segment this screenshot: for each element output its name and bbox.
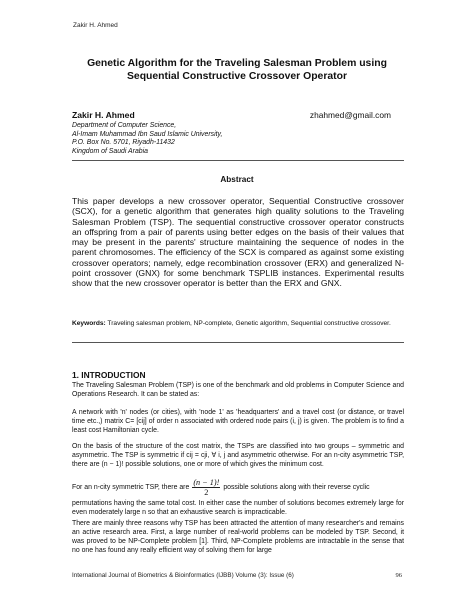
keywords-label: Keywords: <box>72 320 106 327</box>
abstract-text: This paper develops a new crossover operator, Sequential Constructive crossover (SCX), for a genetic algorithm that generates high quality solutions to the Traveling Salesman Problem (TSP). The sequential constructive crossover operator constructs an offspring from a pair of parents using better edges on the basis of their values that may be present in the parents' structure maintaining the sequence of nodes in the parent chromosomes. The efficiency of the SCX is compared as against some existing crossover operators; namely, edge recombination crossover (ERX) and generalized N-point crossover (GNX) for some benchmark TSPLIB instances. Experimental results show that the new crossover operator is better than the ERX and GNX. <box>72 196 404 289</box>
divider <box>72 160 404 161</box>
affiliation-line: Al-Imam Muhammad Ibn Saud Islamic University, <box>72 130 223 138</box>
paragraph: There are mainly three reasons why TSP has been attracted the attention of many researcher's and remains an active research area. First, a large number of real-world problems can be modeled by TSP. Second, it was proved to be NP-Complete problem [1]. Third, NP-Complete problems are intractable in the sense that no one has found any really efficient way of solving them for large <box>72 520 404 554</box>
page-number: 96 <box>395 572 402 579</box>
paper-title: Genetic Algorithm for the Traveling Salesman Problem using Sequential Constructive Crossover Operator <box>87 58 387 82</box>
author-email: zhahmed@gmail.com <box>309 110 391 120</box>
keywords-text: Traveling salesman problem, NP-complete, Genetic algorithm, Sequential constructive crossover. <box>105 320 391 327</box>
affiliation-line: Department of Computer Science, <box>72 122 177 129</box>
paragraph-text: For an n-city symmetric TSP, there are <box>72 484 190 491</box>
footer-journal: International Journal of Biometrics & Bioinformatics (IJBB) Volume (3): Issue (6) <box>72 572 294 579</box>
divider <box>72 342 404 343</box>
section-heading: 1. INTRODUCTION <box>72 370 146 380</box>
paragraph: permutations having the same total cost. In either case the number of solutions becomes extremely large for even moderately large n so that an exhaustive search is impracticable. <box>72 500 404 516</box>
fraction-numerator: (n − 1)! <box>193 478 220 487</box>
affiliation-line: Kingdom of Saudi Arabia <box>72 148 148 156</box>
keywords <box>72 320 412 329</box>
paragraph-with-fraction <box>72 478 404 497</box>
fraction-denominator: 2 <box>204 488 209 497</box>
abstract-heading: Abstract <box>220 175 254 184</box>
paragraph: A network with 'n' nodes (or cities), with 'node 1' as 'headquarters' and a travel cost (or distance, or travel time etc.,) matrix C= [cij] of order n associated with ordered node pairs (i, j) is given. The problem is to find a least cost Hamiltonian cycle. <box>72 409 404 434</box>
fraction <box>192 478 220 497</box>
affiliation-line: P.O. Box No. 5701, Riyadh-11432 <box>72 139 175 147</box>
paragraph: The Traveling Salesman Problem (TSP) is one of the benchmark and old problems in Computer Science and Operations Research. It can be stated as: <box>72 382 404 398</box>
paragraph-text: possible solutions along with their reverse cyclic <box>223 484 370 491</box>
running-header-author: Zakir H. Ahmed <box>73 22 118 29</box>
paragraph: On the basis of the structure of the cost matrix, the TSPs are classified into two groups – symmetric and asymmetric. The TSP is symmetric if cij = cji, ∀ i, j and asymmetric otherwise. For an n-city asymmetric TSP, there are (n − 1)! possible solutions, one or more of which gives the minimum cost. <box>72 443 404 468</box>
author-name: Zakir H. Ahmed <box>72 110 135 120</box>
author-affiliation <box>72 122 222 157</box>
